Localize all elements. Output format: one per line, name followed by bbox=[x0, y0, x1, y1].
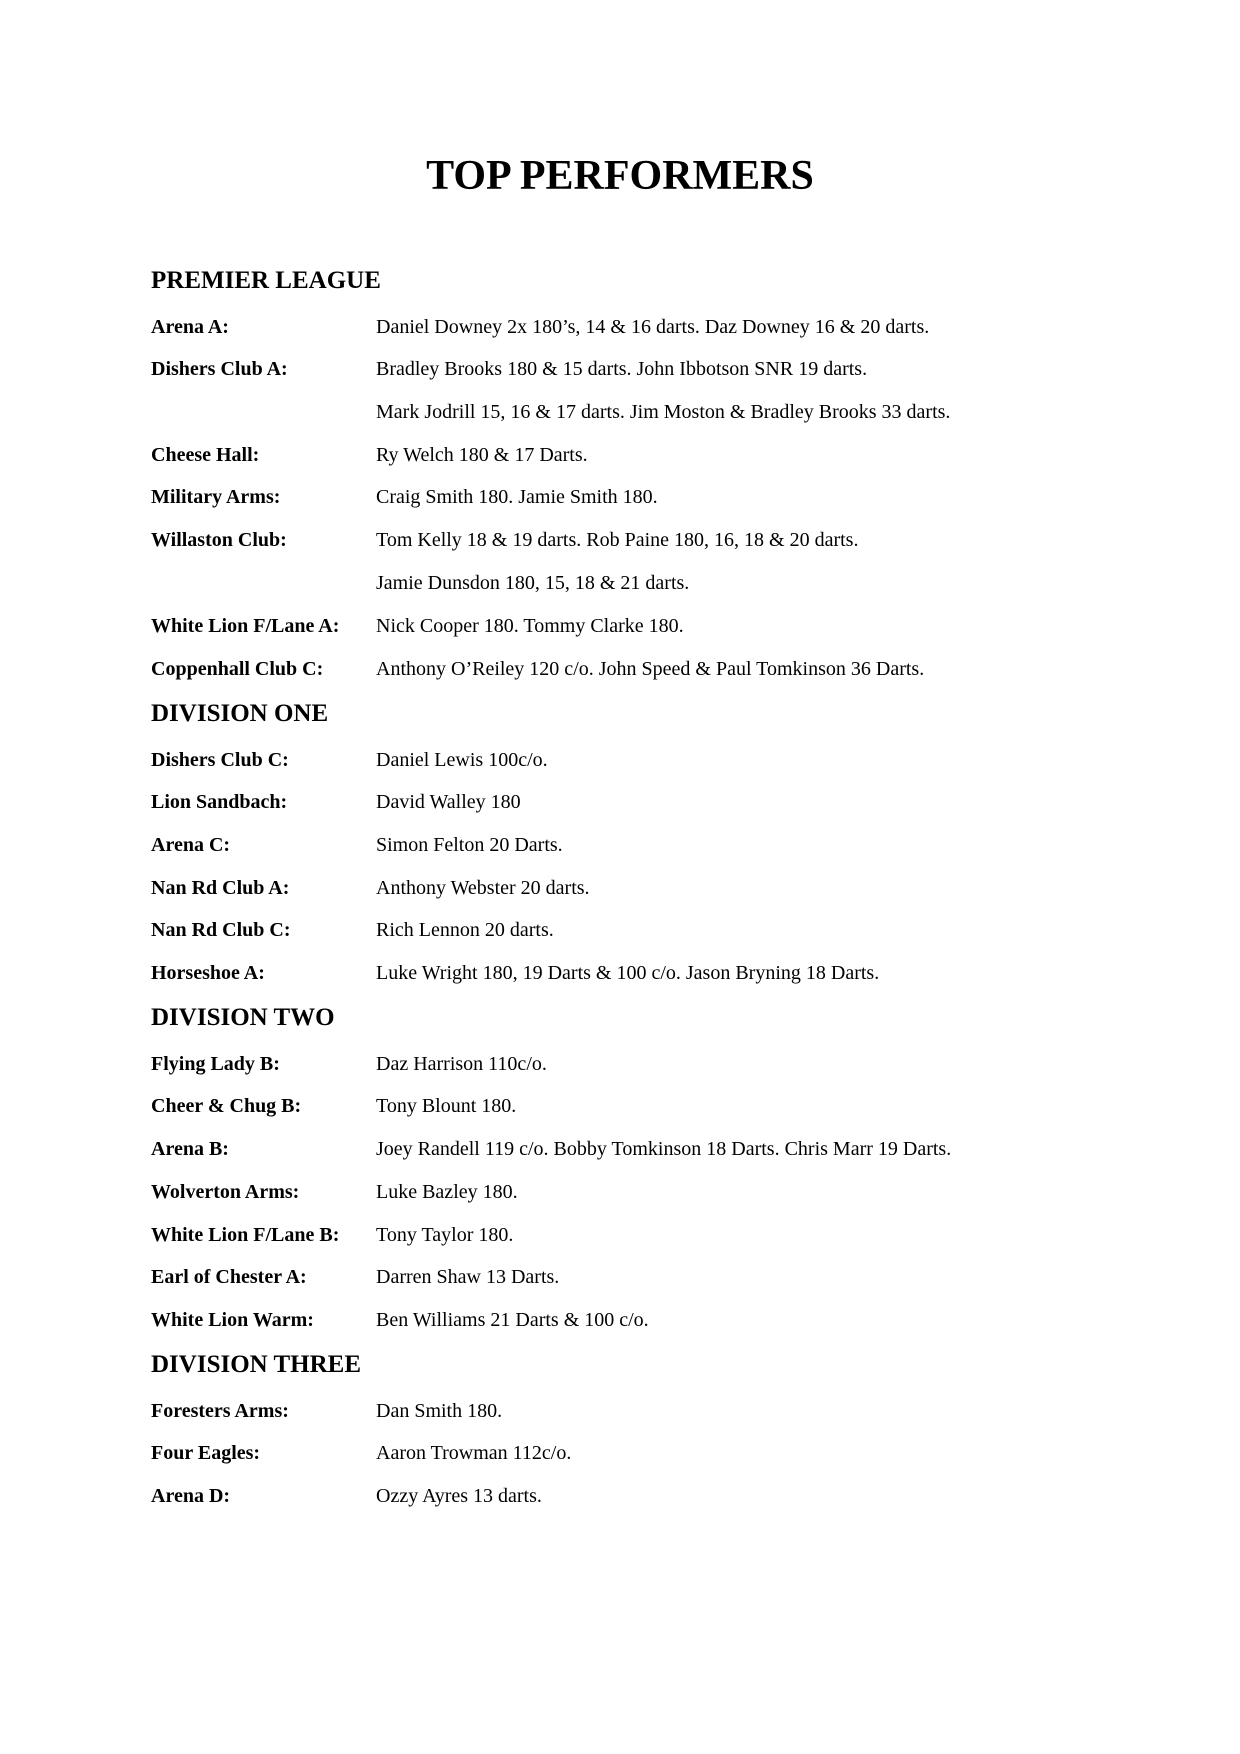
team-name: Dishers Club C: bbox=[151, 749, 289, 771]
performance-text: Ozzy Ayres 13 darts. bbox=[376, 1485, 542, 1507]
team-name: Arena B: bbox=[151, 1138, 229, 1160]
performance-text: Rich Lennon 20 darts. bbox=[376, 919, 554, 941]
section-heading-division-two: DIVISION TWO bbox=[151, 1004, 335, 1031]
performance-text: Ben Williams 21 Darts & 100 c/o. bbox=[376, 1309, 649, 1331]
team-name: White Lion Warm: bbox=[151, 1309, 314, 1331]
performance-text: Daniel Lewis 100c/o. bbox=[376, 749, 548, 771]
performer-row bbox=[151, 525, 1151, 555]
team-name: Cheer & Chug B: bbox=[151, 1095, 302, 1117]
performer-row bbox=[151, 312, 1151, 342]
team-name: White Lion F/Lane A: bbox=[151, 615, 340, 637]
team-name: Wolverton Arms: bbox=[151, 1181, 300, 1203]
team-name: Coppenhall Club C: bbox=[151, 658, 324, 680]
performance-text: Bradley Brooks 180 & 15 darts. John Ibbotson SNR 19 darts. bbox=[376, 358, 868, 380]
team-name: Lion Sandbach: bbox=[151, 791, 288, 813]
team-name: Foresters Arms: bbox=[151, 1400, 289, 1422]
performance-text: Aaron Trowman 112c/o. bbox=[376, 1442, 572, 1464]
team-name: White Lion F/Lane B: bbox=[151, 1224, 340, 1246]
performer-row bbox=[151, 1049, 1151, 1079]
performance-text: Anthony Webster 20 darts. bbox=[376, 877, 590, 899]
performance-text: Daniel Downey 2x 180’s, 14 & 16 darts. Daz Downey 16 & 20 darts. bbox=[376, 316, 930, 338]
performance-text: Tom Kelly 18 & 19 darts. Rob Paine 180, 16, 18 & 20 darts. bbox=[376, 529, 859, 551]
performance-text: Luke Wright 180, 19 Darts & 100 c/o. Jason Bryning 18 Darts. bbox=[376, 962, 880, 984]
performer-row bbox=[151, 611, 1151, 641]
performer-row bbox=[151, 873, 1151, 903]
team-name: Nan Rd Club C: bbox=[151, 919, 291, 941]
team-name: Arena D: bbox=[151, 1485, 231, 1507]
performance-text: Daz Harrison 110c/o. bbox=[376, 1053, 547, 1075]
performer-row bbox=[151, 1091, 1151, 1121]
performer-row bbox=[151, 654, 1151, 684]
performer-row bbox=[151, 354, 1151, 384]
team-name: Cheese Hall: bbox=[151, 444, 260, 466]
performer-row bbox=[151, 745, 1151, 775]
performer-row bbox=[151, 1134, 1151, 1164]
performer-row bbox=[151, 915, 1151, 945]
performer-row bbox=[151, 1305, 1151, 1335]
performance-text: Joey Randell 119 c/o. Bobby Tomkinson 18 Darts. Chris Marr 19 Darts. bbox=[376, 1138, 952, 1160]
team-name: Willaston Club: bbox=[151, 529, 287, 551]
performance-text: Ry Welch 180 & 17 Darts. bbox=[376, 444, 588, 466]
performance-text: Mark Jodrill 15, 16 & 17 darts. Jim Moston & Bradley Brooks 33 darts. bbox=[376, 401, 951, 423]
team-name: Nan Rd Club A: bbox=[151, 877, 290, 899]
team-name: Horseshoe A: bbox=[151, 962, 265, 984]
performance-text: Simon Felton 20 Darts. bbox=[376, 834, 563, 856]
team-name: Flying Lady B: bbox=[151, 1053, 280, 1075]
page-title: TOP PERFORMERS bbox=[426, 153, 814, 199]
performance-text: Dan Smith 180. bbox=[376, 1400, 503, 1422]
team-name: Dishers Club A: bbox=[151, 358, 288, 380]
performance-text: Nick Cooper 180. Tommy Clarke 180. bbox=[376, 615, 684, 637]
performer-row bbox=[151, 1438, 1151, 1468]
team-name: Military Arms: bbox=[151, 486, 281, 508]
performer-row bbox=[151, 1481, 1151, 1511]
team-name: Earl of Chester A: bbox=[151, 1266, 307, 1288]
performer-row bbox=[151, 568, 1151, 598]
performance-text: Jamie Dunsdon 180, 15, 18 & 21 darts. bbox=[376, 572, 690, 594]
team-name: Arena C: bbox=[151, 834, 231, 856]
performer-row bbox=[151, 958, 1151, 988]
performance-text: David Walley 180 bbox=[376, 791, 521, 813]
performance-text: Luke Bazley 180. bbox=[376, 1181, 518, 1203]
section-heading-division-three: DIVISION THREE bbox=[151, 1351, 362, 1378]
performer-row bbox=[151, 440, 1151, 470]
performer-row bbox=[151, 1396, 1151, 1426]
performer-row bbox=[151, 482, 1151, 512]
performer-row bbox=[151, 1262, 1151, 1292]
performer-row bbox=[151, 830, 1151, 860]
team-name: Arena A: bbox=[151, 316, 229, 338]
section-heading-division-one: DIVISION ONE bbox=[151, 700, 329, 727]
performance-text: Anthony O’Reiley 120 c/o. John Speed & Paul Tomkinson 36 Darts. bbox=[376, 658, 925, 680]
section-heading-premier-league: PREMIER LEAGUE bbox=[151, 267, 381, 294]
performer-row bbox=[151, 1177, 1151, 1207]
performance-text: Craig Smith 180. Jamie Smith 180. bbox=[376, 486, 658, 508]
team-name: Four Eagles: bbox=[151, 1442, 261, 1464]
performer-row bbox=[151, 787, 1151, 817]
performance-text: Tony Taylor 180. bbox=[376, 1224, 514, 1246]
performer-row bbox=[151, 397, 1151, 427]
performance-text: Darren Shaw 13 Darts. bbox=[376, 1266, 560, 1288]
performance-text: Tony Blount 180. bbox=[376, 1095, 517, 1117]
performer-row bbox=[151, 1220, 1151, 1250]
